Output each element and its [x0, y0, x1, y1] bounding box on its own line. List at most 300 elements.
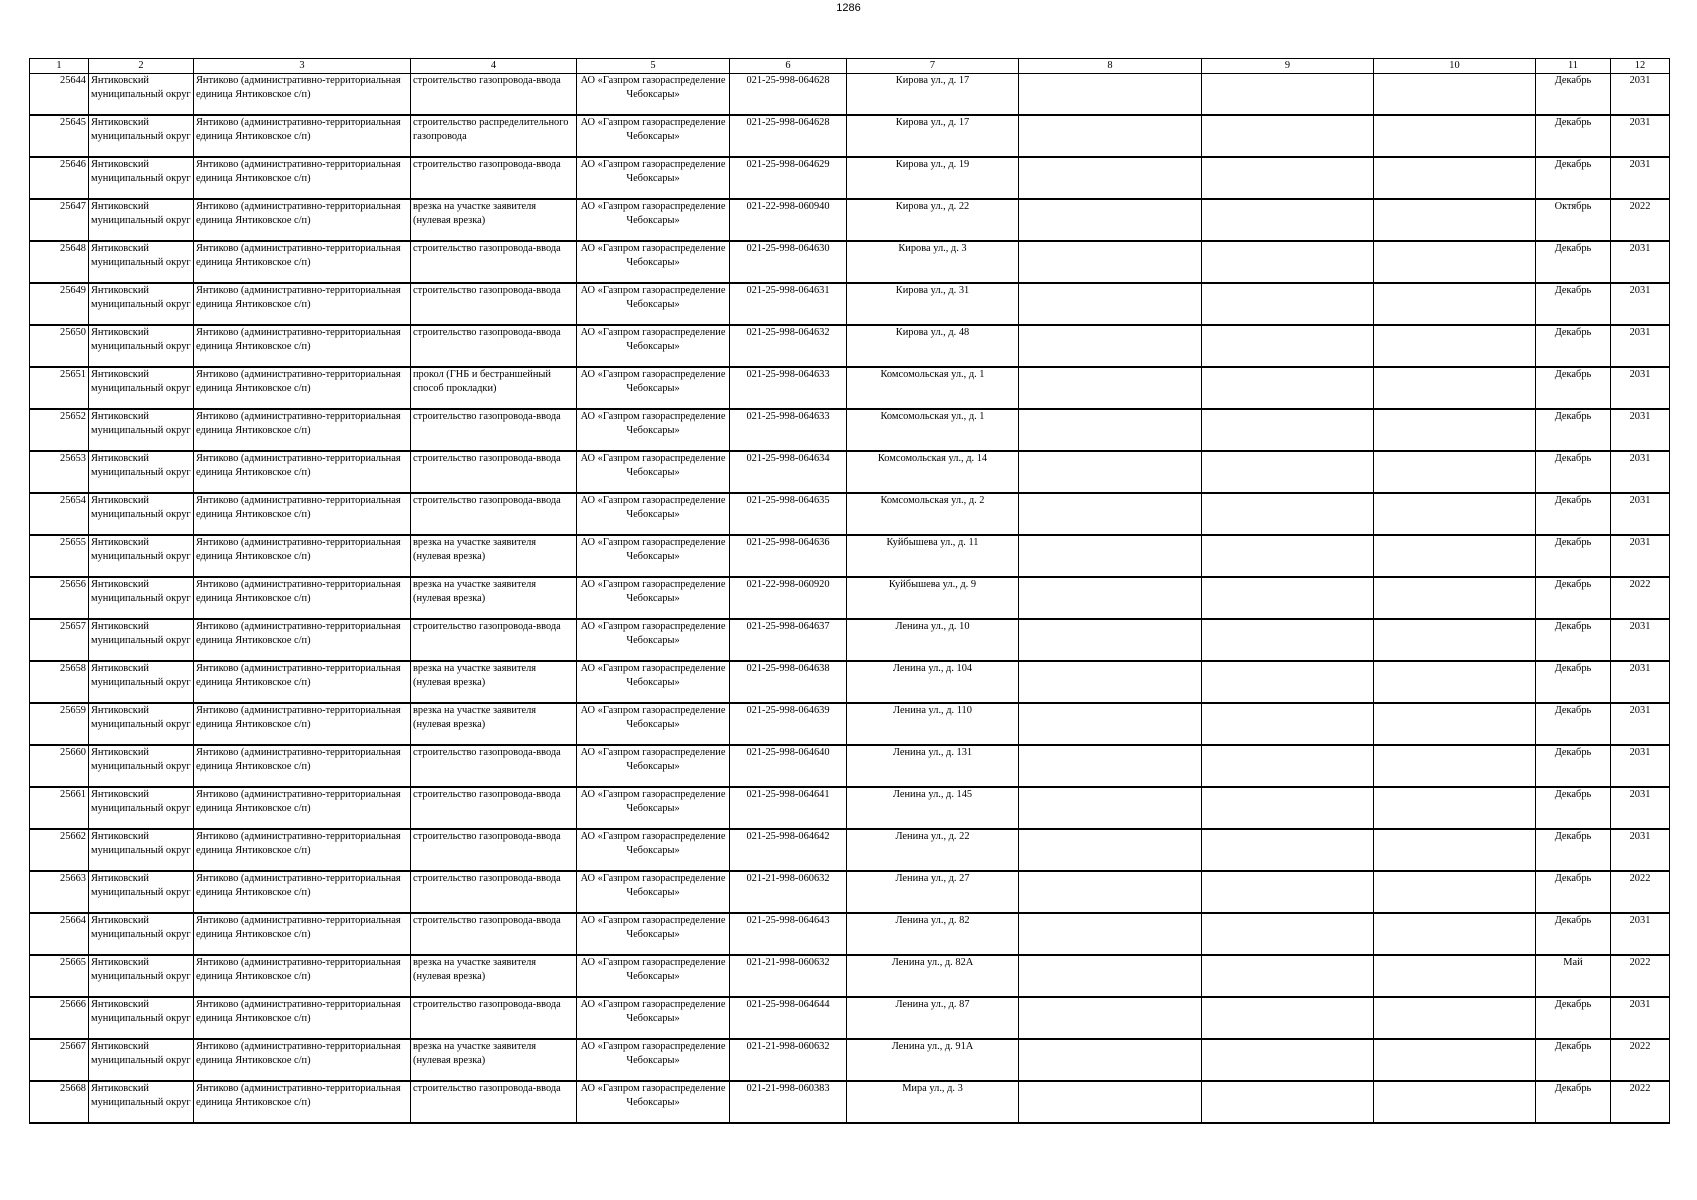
cell-address: Ленина ул., д. 131 [847, 745, 1019, 787]
cell-row-number: 25645 [30, 115, 89, 157]
cell-col-10 [1374, 325, 1536, 367]
cell-month: Декабрь [1536, 787, 1611, 829]
cell-work-type: строительство газопровода-ввода [411, 409, 577, 451]
column-header: 9 [1202, 59, 1374, 74]
cell-month: Декабрь [1536, 745, 1611, 787]
cell-col-8 [1019, 787, 1202, 829]
table-row [30, 493, 1670, 535]
cell-settlement: Янтиково (административно-территориальная единица Янтиковское с/п) [194, 115, 411, 157]
cell-address: Кирова ул., д. 17 [847, 74, 1019, 116]
cell-work-type: строительство газопровода-ввода [411, 997, 577, 1039]
cell-year: 2031 [1611, 74, 1670, 116]
cell-application-code: 021-25-998-064639 [730, 703, 847, 745]
cell-month: Декабрь [1536, 661, 1611, 703]
cell-work-type: строительство газопровода-ввода [411, 1081, 577, 1123]
cell-work-type: врезка на участке заявителя (нулевая врезка) [411, 703, 577, 745]
cell-district: Янтиковский муниципальный округ [89, 703, 194, 745]
cell-address: Ленина ул., д. 27 [847, 871, 1019, 913]
table-row [30, 745, 1670, 787]
column-header: 11 [1536, 59, 1611, 74]
cell-application-code: 021-25-998-064638 [730, 661, 847, 703]
column-header: 12 [1611, 59, 1670, 74]
cell-application-code: 021-25-998-064628 [730, 74, 847, 116]
cell-organization: АО «Газпром газораспределение Чебоксары» [577, 913, 730, 955]
column-header: 10 [1374, 59, 1536, 74]
cell-district: Янтиковский муниципальный округ [89, 997, 194, 1039]
cell-district: Янтиковский муниципальный округ [89, 157, 194, 199]
cell-application-code: 021-21-998-060383 [730, 1081, 847, 1123]
cell-col-8 [1019, 871, 1202, 913]
cell-col-10 [1374, 535, 1536, 577]
cell-settlement: Янтиково (административно-территориальная единица Янтиковское с/п) [194, 577, 411, 619]
cell-col-10 [1374, 829, 1536, 871]
cell-year: 2022 [1611, 1081, 1670, 1123]
cell-month: Декабрь [1536, 1039, 1611, 1081]
cell-col-8 [1019, 661, 1202, 703]
cell-col-10 [1374, 955, 1536, 997]
cell-address: Ленина ул., д. 82 [847, 913, 1019, 955]
cell-address: Куйбышева ул., д. 11 [847, 535, 1019, 577]
cell-settlement: Янтиково (административно-территориальная единица Янтиковское с/п) [194, 997, 411, 1039]
cell-year: 2031 [1611, 829, 1670, 871]
table-row [30, 367, 1670, 409]
table-row [30, 283, 1670, 325]
cell-col-10 [1374, 703, 1536, 745]
cell-settlement: Янтиково (административно-территориальная единица Янтиковское с/п) [194, 241, 411, 283]
cell-application-code: 021-25-998-064637 [730, 619, 847, 661]
cell-col-9 [1202, 1081, 1374, 1123]
cell-month: Декабрь [1536, 829, 1611, 871]
cell-row-number: 25653 [30, 451, 89, 493]
cell-application-code: 021-25-998-064632 [730, 325, 847, 367]
table-row [30, 115, 1670, 157]
cell-row-number: 25650 [30, 325, 89, 367]
cell-address: Ленина ул., д. 110 [847, 703, 1019, 745]
cell-work-type: строительство газопровода-ввода [411, 619, 577, 661]
cell-work-type: врезка на участке заявителя (нулевая врезка) [411, 577, 577, 619]
cell-district: Янтиковский муниципальный округ [89, 493, 194, 535]
cell-organization: АО «Газпром газораспределение Чебоксары» [577, 745, 730, 787]
cell-address: Комсомольская ул., д. 1 [847, 367, 1019, 409]
cell-row-number: 25666 [30, 997, 89, 1039]
cell-application-code: 021-25-998-064641 [730, 787, 847, 829]
cell-col-10 [1374, 493, 1536, 535]
cell-address: Ленина ул., д. 82А [847, 955, 1019, 997]
cell-col-9 [1202, 535, 1374, 577]
cell-col-10 [1374, 283, 1536, 325]
cell-settlement: Янтиково (административно-территориальная единица Янтиковское с/п) [194, 74, 411, 116]
cell-settlement: Янтиково (административно-территориальная единица Янтиковское с/п) [194, 283, 411, 325]
cell-settlement: Янтиково (административно-территориальная единица Янтиковское с/п) [194, 871, 411, 913]
cell-year: 2022 [1611, 199, 1670, 241]
cell-col-10 [1374, 451, 1536, 493]
cell-work-type: прокол (ГНБ и бестраншейный способ прокладки) [411, 367, 577, 409]
cell-col-9 [1202, 1039, 1374, 1081]
cell-district: Янтиковский муниципальный округ [89, 913, 194, 955]
cell-year: 2031 [1611, 157, 1670, 199]
cell-district: Янтиковский муниципальный округ [89, 787, 194, 829]
cell-organization: АО «Газпром газораспределение Чебоксары» [577, 74, 730, 116]
cell-col-9 [1202, 283, 1374, 325]
cell-col-10 [1374, 409, 1536, 451]
cell-year: 2031 [1611, 409, 1670, 451]
cell-month: Декабрь [1536, 409, 1611, 451]
cell-col-8 [1019, 241, 1202, 283]
cell-work-type: строительство газопровода-ввода [411, 451, 577, 493]
cell-year: 2031 [1611, 619, 1670, 661]
cell-address: Мира ул., д. 3 [847, 1081, 1019, 1123]
table-row [30, 997, 1670, 1039]
cell-year: 2031 [1611, 241, 1670, 283]
table-row [30, 661, 1670, 703]
column-header: 2 [89, 59, 194, 74]
cell-row-number: 25656 [30, 577, 89, 619]
cell-organization: АО «Газпром газораспределение Чебоксары» [577, 997, 730, 1039]
cell-address: Ленина ул., д. 91А [847, 1039, 1019, 1081]
cell-col-10 [1374, 745, 1536, 787]
cell-application-code: 021-25-998-064635 [730, 493, 847, 535]
cell-col-10 [1374, 913, 1536, 955]
cell-col-9 [1202, 325, 1374, 367]
cell-settlement: Янтиково (административно-территориальная единица Янтиковское с/п) [194, 661, 411, 703]
cell-row-number: 25664 [30, 913, 89, 955]
cell-month: Декабрь [1536, 283, 1611, 325]
cell-work-type: строительство распределительного газопровода [411, 115, 577, 157]
cell-application-code: 021-25-998-064636 [730, 535, 847, 577]
cell-month: Декабрь [1536, 157, 1611, 199]
column-header: 1 [30, 59, 89, 74]
cell-work-type: врезка на участке заявителя (нулевая врезка) [411, 955, 577, 997]
cell-district: Янтиковский муниципальный округ [89, 535, 194, 577]
cell-district: Янтиковский муниципальный округ [89, 955, 194, 997]
column-number-row [30, 59, 1670, 74]
cell-col-8 [1019, 997, 1202, 1039]
cell-col-9 [1202, 955, 1374, 997]
cell-year: 2031 [1611, 703, 1670, 745]
cell-col-8 [1019, 74, 1202, 116]
cell-district: Янтиковский муниципальный округ [89, 871, 194, 913]
cell-settlement: Янтиково (административно-территориальная единица Янтиковское с/п) [194, 1039, 411, 1081]
table-row [30, 451, 1670, 493]
table-row [30, 535, 1670, 577]
cell-settlement: Янтиково (административно-территориальная единица Янтиковское с/п) [194, 787, 411, 829]
cell-col-10 [1374, 577, 1536, 619]
cell-year: 2031 [1611, 325, 1670, 367]
table-row [30, 199, 1670, 241]
cell-organization: АО «Газпром газораспределение Чебоксары» [577, 1081, 730, 1123]
cell-application-code: 021-21-998-060632 [730, 871, 847, 913]
cell-row-number: 25654 [30, 493, 89, 535]
cell-row-number: 25651 [30, 367, 89, 409]
cell-col-9 [1202, 913, 1374, 955]
cell-month: Декабрь [1536, 871, 1611, 913]
cell-row-number: 25655 [30, 535, 89, 577]
cell-organization: АО «Газпром газораспределение Чебоксары» [577, 619, 730, 661]
cell-month: Декабрь [1536, 325, 1611, 367]
cell-col-8 [1019, 745, 1202, 787]
cell-col-9 [1202, 199, 1374, 241]
cell-settlement: Янтиково (административно-территориальная единица Янтиковское с/п) [194, 955, 411, 997]
cell-row-number: 25667 [30, 1039, 89, 1081]
cell-district: Янтиковский муниципальный округ [89, 283, 194, 325]
cell-col-10 [1374, 871, 1536, 913]
cell-col-10 [1374, 619, 1536, 661]
cell-organization: АО «Газпром газораспределение Чебоксары» [577, 703, 730, 745]
cell-row-number: 25658 [30, 661, 89, 703]
cell-application-code: 021-25-998-064630 [730, 241, 847, 283]
cell-application-code: 021-22-998-060920 [730, 577, 847, 619]
cell-year: 2031 [1611, 367, 1670, 409]
cell-year: 2022 [1611, 871, 1670, 913]
cell-col-9 [1202, 577, 1374, 619]
cell-settlement: Янтиково (административно-территориальная единица Янтиковское с/п) [194, 745, 411, 787]
cell-district: Янтиковский муниципальный округ [89, 367, 194, 409]
cell-row-number: 25662 [30, 829, 89, 871]
cell-application-code: 021-25-998-064644 [730, 997, 847, 1039]
cell-row-number: 25649 [30, 283, 89, 325]
cell-col-9 [1202, 241, 1374, 283]
cell-col-10 [1374, 74, 1536, 116]
cell-col-9 [1202, 157, 1374, 199]
cell-address: Кирова ул., д. 17 [847, 115, 1019, 157]
cell-work-type: строительство газопровода-ввода [411, 241, 577, 283]
table-row [30, 829, 1670, 871]
cell-col-10 [1374, 787, 1536, 829]
table-row [30, 157, 1670, 199]
cell-district: Янтиковский муниципальный округ [89, 1081, 194, 1123]
cell-organization: АО «Газпром газораспределение Чебоксары» [577, 367, 730, 409]
cell-row-number: 25668 [30, 1081, 89, 1123]
cell-settlement: Янтиково (административно-территориальная единица Янтиковское с/п) [194, 367, 411, 409]
cell-address: Кирова ул., д. 48 [847, 325, 1019, 367]
cell-work-type: строительство газопровода-ввода [411, 283, 577, 325]
cell-month: Декабрь [1536, 619, 1611, 661]
cell-work-type: строительство газопровода-ввода [411, 913, 577, 955]
cell-col-10 [1374, 367, 1536, 409]
cell-row-number: 25644 [30, 74, 89, 116]
cell-organization: АО «Газпром газораспределение Чебоксары» [577, 577, 730, 619]
cell-year: 2031 [1611, 115, 1670, 157]
cell-application-code: 021-25-998-064631 [730, 283, 847, 325]
cell-district: Янтиковский муниципальный округ [89, 577, 194, 619]
cell-month: Декабрь [1536, 1081, 1611, 1123]
cell-application-code: 021-25-998-064640 [730, 745, 847, 787]
cell-year: 2031 [1611, 493, 1670, 535]
cell-organization: АО «Газпром газораспределение Чебоксары» [577, 157, 730, 199]
cell-address: Кирова ул., д. 22 [847, 199, 1019, 241]
cell-address: Ленина ул., д. 10 [847, 619, 1019, 661]
cell-col-8 [1019, 451, 1202, 493]
cell-organization: АО «Газпром газораспределение Чебоксары» [577, 451, 730, 493]
cell-col-10 [1374, 661, 1536, 703]
cell-work-type: строительство газопровода-ввода [411, 871, 577, 913]
table-row [30, 1039, 1670, 1081]
cell-application-code: 021-25-998-064633 [730, 409, 847, 451]
cell-col-9 [1202, 367, 1374, 409]
cell-col-9 [1202, 745, 1374, 787]
cell-address: Ленина ул., д. 104 [847, 661, 1019, 703]
cell-col-8 [1019, 409, 1202, 451]
cell-district: Янтиковский муниципальный округ [89, 829, 194, 871]
cell-col-9 [1202, 997, 1374, 1039]
cell-month: Декабрь [1536, 451, 1611, 493]
cell-row-number: 25647 [30, 199, 89, 241]
table-row [30, 241, 1670, 283]
cell-row-number: 25659 [30, 703, 89, 745]
cell-col-8 [1019, 283, 1202, 325]
cell-month: Декабрь [1536, 535, 1611, 577]
cell-col-9 [1202, 619, 1374, 661]
cell-row-number: 25657 [30, 619, 89, 661]
cell-district: Янтиковский муниципальный округ [89, 1039, 194, 1081]
cell-col-9 [1202, 493, 1374, 535]
cell-organization: АО «Газпром газораспределение Чебоксары» [577, 325, 730, 367]
cell-organization: АО «Газпром газораспределение Чебоксары» [577, 535, 730, 577]
cell-col-10 [1374, 1039, 1536, 1081]
cell-col-9 [1202, 787, 1374, 829]
cell-col-10 [1374, 997, 1536, 1039]
cell-year: 2031 [1611, 787, 1670, 829]
cell-col-10 [1374, 157, 1536, 199]
table-row [30, 325, 1670, 367]
cell-application-code: 021-25-998-064633 [730, 367, 847, 409]
cell-application-code: 021-25-998-064628 [730, 115, 847, 157]
cell-settlement: Янтиково (административно-территориальная единица Янтиковское с/п) [194, 157, 411, 199]
cell-col-8 [1019, 829, 1202, 871]
cell-col-8 [1019, 577, 1202, 619]
cell-col-8 [1019, 703, 1202, 745]
cell-year: 2031 [1611, 913, 1670, 955]
cell-district: Янтиковский муниципальный округ [89, 409, 194, 451]
cell-work-type: врезка на участке заявителя (нулевая врезка) [411, 199, 577, 241]
cell-col-8 [1019, 115, 1202, 157]
table-row [30, 913, 1670, 955]
cell-settlement: Янтиково (административно-территориальная единица Янтиковское с/п) [194, 409, 411, 451]
cell-district: Янтиковский муниципальный округ [89, 241, 194, 283]
cell-col-10 [1374, 241, 1536, 283]
cell-settlement: Янтиково (административно-территориальная единица Янтиковское с/п) [194, 829, 411, 871]
cell-organization: АО «Газпром газораспределение Чебоксары» [577, 871, 730, 913]
cell-work-type: строительство газопровода-ввода [411, 74, 577, 116]
cell-address: Ленина ул., д. 87 [847, 997, 1019, 1039]
column-header: 6 [730, 59, 847, 74]
table-row [30, 787, 1670, 829]
cell-district: Янтиковский муниципальный округ [89, 661, 194, 703]
cell-row-number: 25665 [30, 955, 89, 997]
cell-work-type: врезка на участке заявителя (нулевая врезка) [411, 535, 577, 577]
cell-month: Декабрь [1536, 913, 1611, 955]
cell-organization: АО «Газпром газораспределение Чебоксары» [577, 199, 730, 241]
cell-organization: АО «Газпром газораспределение Чебоксары» [577, 955, 730, 997]
cell-work-type: врезка на участке заявителя (нулевая врезка) [411, 661, 577, 703]
column-header: 3 [194, 59, 411, 74]
cell-month: Декабрь [1536, 577, 1611, 619]
cell-organization: АО «Газпром газораспределение Чебоксары» [577, 1039, 730, 1081]
cell-col-9 [1202, 409, 1374, 451]
cell-col-9 [1202, 661, 1374, 703]
cell-address: Ленина ул., д. 145 [847, 787, 1019, 829]
cell-work-type: строительство газопровода-ввода [411, 157, 577, 199]
cell-application-code: 021-22-998-060940 [730, 199, 847, 241]
table-row [30, 1081, 1670, 1123]
cell-year: 2031 [1611, 535, 1670, 577]
cell-organization: АО «Газпром газораспределение Чебоксары» [577, 787, 730, 829]
cell-row-number: 25661 [30, 787, 89, 829]
column-header: 7 [847, 59, 1019, 74]
cell-organization: АО «Газпром газораспределение Чебоксары» [577, 115, 730, 157]
cell-settlement: Янтиково (административно-территориальная единица Янтиковское с/п) [194, 619, 411, 661]
cell-year: 2031 [1611, 997, 1670, 1039]
cell-district: Янтиковский муниципальный округ [89, 74, 194, 116]
table-row [30, 871, 1670, 913]
cell-month: Декабрь [1536, 115, 1611, 157]
cell-month: Декабрь [1536, 703, 1611, 745]
cell-organization: АО «Газпром газораспределение Чебоксары» [577, 661, 730, 703]
cell-work-type: врезка на участке заявителя (нулевая врезка) [411, 1039, 577, 1081]
cell-col-8 [1019, 913, 1202, 955]
cell-settlement: Янтиково (административно-территориальная единица Янтиковское с/п) [194, 199, 411, 241]
cell-settlement: Янтиково (административно-территориальная единица Янтиковское с/п) [194, 325, 411, 367]
cell-address: Кирова ул., д. 19 [847, 157, 1019, 199]
cell-col-8 [1019, 157, 1202, 199]
cell-application-code: 021-21-998-060632 [730, 955, 847, 997]
cell-row-number: 25663 [30, 871, 89, 913]
cell-district: Янтиковский муниципальный округ [89, 325, 194, 367]
cell-application-code: 021-21-998-060632 [730, 1039, 847, 1081]
cell-settlement: Янтиково (административно-территориальная единица Янтиковское с/п) [194, 493, 411, 535]
cell-settlement: Янтиково (административно-территориальная единица Янтиковское с/п) [194, 451, 411, 493]
cell-organization: АО «Газпром газораспределение Чебоксары» [577, 283, 730, 325]
cell-address: Куйбышева ул., д. 9 [847, 577, 1019, 619]
cell-row-number: 25648 [30, 241, 89, 283]
cell-row-number: 25652 [30, 409, 89, 451]
cell-col-10 [1374, 115, 1536, 157]
cell-col-8 [1019, 367, 1202, 409]
cell-settlement: Янтиково (административно-территориальная единица Янтиковское с/п) [194, 913, 411, 955]
cell-address: Комсомольская ул., д. 14 [847, 451, 1019, 493]
cell-work-type: строительство газопровода-ввода [411, 493, 577, 535]
cell-col-8 [1019, 1039, 1202, 1081]
cell-col-9 [1202, 451, 1374, 493]
table-row [30, 409, 1670, 451]
cell-district: Янтиковский муниципальный округ [89, 115, 194, 157]
table-row [30, 703, 1670, 745]
cell-organization: АО «Газпром газораспределение Чебоксары» [577, 241, 730, 283]
cell-col-10 [1374, 1081, 1536, 1123]
column-header: 8 [1019, 59, 1202, 74]
cell-application-code: 021-25-998-064629 [730, 157, 847, 199]
cell-settlement: Янтиково (административно-территориальная единица Янтиковское с/п) [194, 703, 411, 745]
cell-month: Май [1536, 955, 1611, 997]
table-row [30, 74, 1670, 116]
cell-col-8 [1019, 1081, 1202, 1123]
cell-work-type: строительство газопровода-ввода [411, 829, 577, 871]
cell-settlement: Янтиково (административно-территориальная единица Янтиковское с/п) [194, 1081, 411, 1123]
cell-col-8 [1019, 199, 1202, 241]
cell-col-10 [1374, 199, 1536, 241]
cell-month: Декабрь [1536, 997, 1611, 1039]
cell-application-code: 021-25-998-064642 [730, 829, 847, 871]
cell-district: Янтиковский муниципальный округ [89, 745, 194, 787]
table-row [30, 619, 1670, 661]
cell-district: Янтиковский муниципальный округ [89, 619, 194, 661]
cell-col-8 [1019, 493, 1202, 535]
column-header: 5 [577, 59, 730, 74]
column-header: 4 [411, 59, 577, 74]
cell-organization: АО «Газпром газораспределение Чебоксары» [577, 409, 730, 451]
cell-col-8 [1019, 325, 1202, 367]
cell-year: 2022 [1611, 577, 1670, 619]
